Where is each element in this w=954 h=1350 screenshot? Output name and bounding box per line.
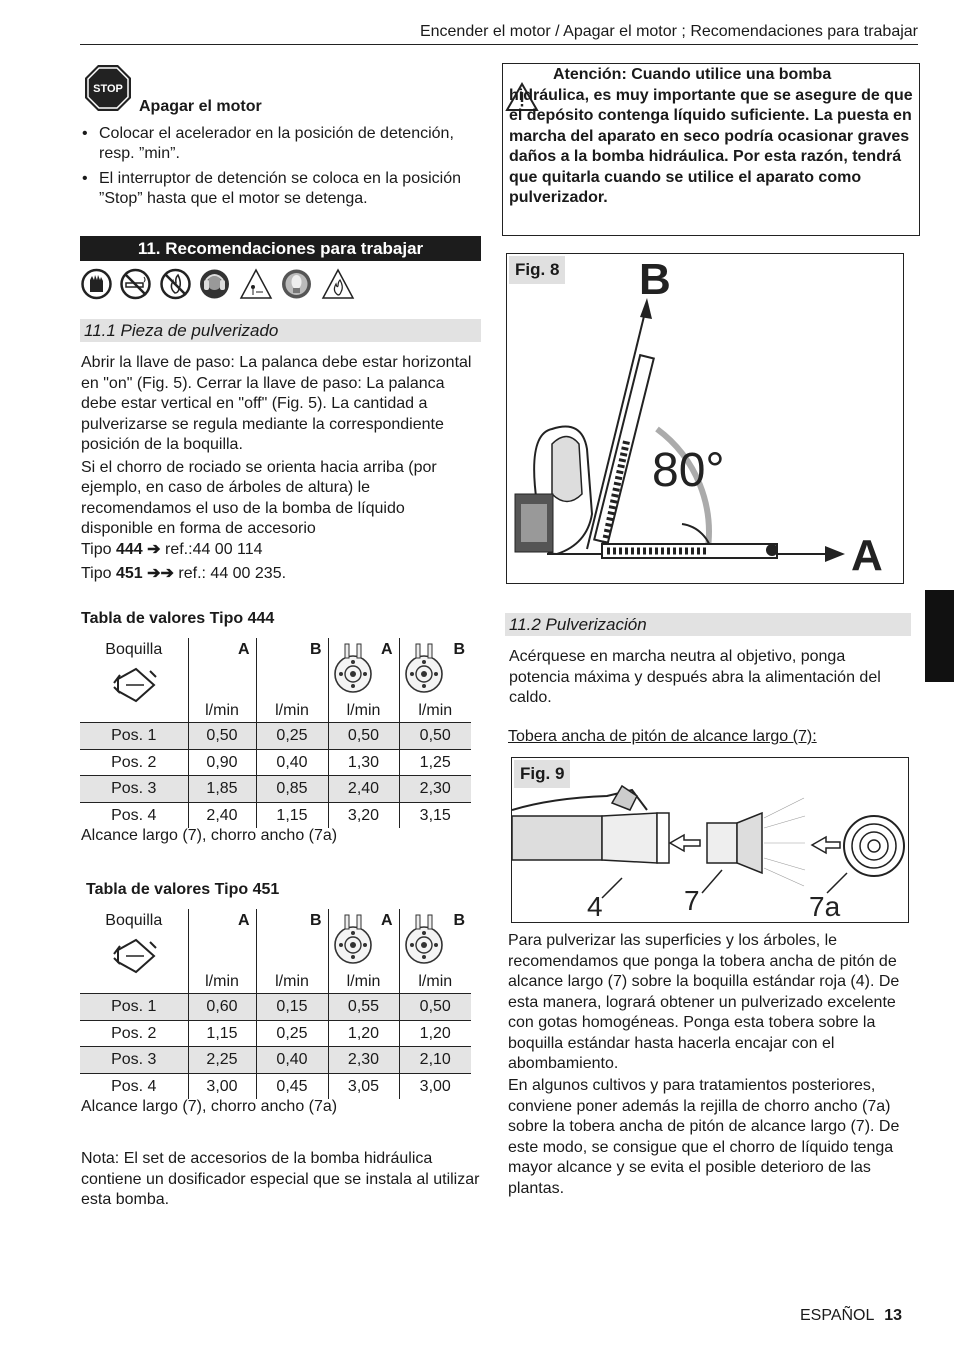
- s111-paragraph-1: Abrir la llave de paso: La palanca debe estar horizontal en "on" (Fig. 5). Cerrar la llave de paso: La palanca debe estar vertical en "off" (Fig. 5). La cantidad a pulverizarse se regula mediante la correspondiente posición de la boquilla.: [81, 354, 472, 453]
- table-cell: Pos. 1: [80, 994, 188, 1021]
- no-open-flame-icon: [160, 268, 191, 305]
- table-cell: 3,00: [399, 1073, 471, 1099]
- table-451-title: Tabla de valores Tipo 451: [86, 881, 280, 898]
- table-451-header-col-1: [188, 909, 256, 994]
- stop-title: Apagar el motor: [139, 98, 262, 115]
- unit-label: l/min: [418, 702, 453, 719]
- table-444-header-col-2: [256, 638, 328, 723]
- unit-label: l/min: [418, 973, 453, 990]
- stop-bullet-1: • Colocar el acelerador en la posición de detención, resp. ”min”.: [80, 124, 480, 164]
- ear-protection-icon: [199, 268, 230, 305]
- table-cell: 1,15: [188, 1020, 256, 1047]
- figure-9-label-7: 7: [684, 885, 700, 916]
- table-cell: 0,85: [256, 776, 328, 803]
- col-letter: A: [380, 912, 393, 929]
- stop-bullet-list: [80, 124, 480, 214]
- table-row: [80, 1047, 471, 1074]
- table-cell: 2,10: [399, 1047, 471, 1074]
- table-cell: Pos. 3: [80, 776, 188, 803]
- table-cell: Pos. 1: [80, 723, 188, 750]
- table-cell: 3,15: [399, 802, 471, 828]
- table-cell: 0,25: [256, 723, 328, 750]
- table-row: [80, 723, 471, 750]
- unit-label: l/min: [346, 973, 381, 990]
- table-444-header-col-4: [399, 638, 471, 723]
- table-451-header-label: Boquilla: [105, 912, 163, 929]
- header-title: Encender el motor / Apagar el motor ; Recomendaciones para trabajar: [419, 23, 918, 40]
- table-cell: 0,40: [256, 1047, 328, 1074]
- pump-icon: [331, 911, 377, 978]
- figure-9-drawing: [512, 758, 907, 921]
- table-444-header-col-3: [328, 638, 399, 723]
- figure-9-label-7a: 7a: [809, 891, 841, 921]
- table-cell: 0,60: [188, 994, 256, 1021]
- figure-9: [511, 757, 909, 923]
- s112-paragraph-1: Acérquese en marcha neutra al objetivo, ponga potencia máxima y después abra la alimentación del caldo.: [509, 648, 881, 706]
- figure-8-letter-b: B: [639, 255, 671, 304]
- unit-label: l/min: [346, 702, 381, 719]
- table-444-header-label: Boquilla: [105, 641, 163, 658]
- table-cell: Pos. 3: [80, 1047, 188, 1074]
- tipo-444-ref: ref.:44 00 114: [165, 540, 263, 558]
- table-cell: 0,55: [328, 994, 399, 1021]
- face-mask-icon: [281, 268, 312, 305]
- col-letter: B: [453, 912, 465, 929]
- pump-icon: [402, 911, 448, 978]
- tipo-451-ref: ref.: 44 00 235.: [178, 565, 287, 582]
- col-letter: B: [309, 641, 322, 658]
- col-letter: B: [453, 641, 465, 658]
- stop-sign-text: STOP: [93, 83, 123, 95]
- table-cell: 2,25: [188, 1047, 256, 1074]
- table-cell: 2,40: [328, 776, 399, 803]
- table-cell: 3,20: [328, 802, 399, 828]
- subsection-11-2-title: 11.2 Pulverización: [505, 613, 911, 636]
- table-444-title: Tabla de valores Tipo 444: [81, 610, 275, 627]
- table-cell: Pos. 2: [80, 749, 188, 776]
- angle-label: 80°: [652, 444, 725, 497]
- s112-paragraph-2: Para pulverizar las superficies y los árboles, le recomendamos que ponga la tobera ancha de pitón de alcance largo (7) sobre la boquilla estándar roja (4). De esta manera, logrará obtener un pulverizado excelente con gotas homogéneas. Ponga esta tobera sobre la boquilla estándar hasta hacerla encajar con el abombamiento.: [508, 932, 900, 1072]
- subsection-11-1-body: [81, 353, 481, 585]
- table-row: [80, 1020, 471, 1047]
- s112-paragraph-3: En algunos cultivos y para tratamientos posteriores, conviene poner además la rejilla de chorro ancho (7a) sobre la tobera ancha de pitón de alcance largo (7). De este modo, se consigue que el chorro de líquido tenga mayor alcance y se evita el posible deterioro de las plantas.: [508, 1077, 900, 1197]
- table-451-header-col-3: [328, 909, 399, 994]
- nota-paragraph: Nota: El set de accesorios de la bomba hidráulica contiene un dosificador especial que se instala al utilizar esta bomba.: [81, 1150, 480, 1208]
- safety-icon-row: [81, 268, 359, 302]
- nozzle-icon: [109, 665, 159, 710]
- page-number: 13: [884, 1307, 903, 1324]
- fire-warning-icon: [321, 268, 355, 305]
- col-letter: B: [309, 912, 322, 929]
- col-letter: A: [237, 641, 250, 658]
- pump-icon: [331, 640, 377, 707]
- table-row: [80, 749, 471, 776]
- figure-8: [506, 253, 904, 584]
- table-451-note: Alcance largo (7), chorro ancho (7a): [81, 1098, 338, 1115]
- warning-triangle-icon: [239, 268, 273, 305]
- section-11-title: 11. Recomendaciones para trabajar: [80, 236, 481, 261]
- table-cell: 1,25: [399, 749, 471, 776]
- tipo-label: Tipo: [81, 565, 112, 582]
- table-cell: 1,20: [399, 1020, 471, 1047]
- table-cell: 3,05: [328, 1073, 399, 1099]
- tipo-444-line: [81, 540, 481, 561]
- figure-8-label: Fig. 8: [509, 256, 565, 284]
- page-header: [80, 22, 918, 45]
- col-letter: A: [380, 641, 393, 658]
- unit-label: l/min: [205, 702, 239, 719]
- table-451-header-nozzle: [80, 909, 188, 994]
- table-451-header-col-2: [256, 909, 328, 994]
- table-row: [80, 802, 471, 828]
- table-cell: 0,25: [256, 1020, 328, 1047]
- table-444-header-nozzle: [80, 638, 188, 723]
- double-arrow-right-icon: ➔➔: [147, 565, 174, 582]
- col-letter: A: [237, 912, 250, 929]
- table-cell: 0,50: [328, 723, 399, 750]
- tipo-444-number: 444: [115, 540, 143, 558]
- footer-language: ESPAÑOL: [800, 1307, 874, 1324]
- figure-9-label-4: 4: [587, 891, 603, 921]
- no-smoking-icon: [120, 268, 151, 305]
- table-row: [80, 1073, 471, 1099]
- table-444-note: Alcance largo (7), chorro ancho (7a): [81, 827, 338, 844]
- subsection-11-1-title: 11.1 Pieza de pulverizado: [80, 319, 481, 342]
- tipo-451-line: [81, 564, 481, 585]
- table-cell: 0,50: [399, 723, 471, 750]
- table-cell: 3,00: [188, 1073, 256, 1099]
- table-cell: 2,30: [399, 776, 471, 803]
- table-cell: Pos. 4: [111, 1077, 157, 1095]
- gloves-icon: [81, 268, 112, 305]
- s111-paragraph-2: Si el chorro de rociado se orienta hacia arriba (por ejemplo, en caso de árboles de altura) le recomendamos el uso de la bomba de líquido disponible en forma de accesorio: [81, 458, 437, 537]
- table-cell: 0,90: [188, 749, 256, 776]
- stop-sign-icon: [84, 64, 132, 117]
- s112-underlined-heading: Tobera ancha de pitón de alcance largo (7):: [508, 728, 817, 745]
- warning-text: Atención: Cuando utilice una bomba hidráulica, es muy importante que se asegure de que el depósito contenga líquido suficiente. La puesta en marcha del aparato en seco podría ocasionar graves daños a la bomba hidráulica. Por esta razón, tendrá que quitarla cuando se utilice el aparato como pulverizador.: [509, 66, 913, 206]
- table-cell: 1,20: [328, 1020, 399, 1047]
- table-451: [80, 909, 471, 1099]
- table-cell: 2,30: [328, 1047, 399, 1074]
- page-footer: [800, 1306, 902, 1326]
- table-cell: 0,50: [399, 994, 471, 1021]
- table-cell: 1,30: [328, 749, 399, 776]
- tipo-label: Tipo: [81, 540, 112, 558]
- stop-bullet-2: • El interruptor de detención se coloca en la posición ”Stop” hasta que el motor se detenga.: [80, 169, 480, 209]
- table-cell: 1,85: [188, 776, 256, 803]
- table-451-header-col-4: [399, 909, 471, 994]
- table-cell: 0,15: [256, 994, 328, 1021]
- figure-8-drawing: [507, 254, 902, 582]
- language-tab-marker: [925, 590, 954, 682]
- table-cell: Pos. 4: [111, 806, 157, 824]
- table-cell: 1,15: [256, 802, 328, 828]
- warning-box: [502, 63, 920, 236]
- figure-8-letter-a: A: [851, 531, 883, 580]
- pump-icon: [402, 640, 448, 707]
- unit-label: l/min: [275, 973, 309, 990]
- table-cell: Pos. 2: [80, 1020, 188, 1047]
- table-cell: 2,40: [188, 802, 256, 828]
- arrow-right-icon: ➔: [147, 540, 161, 558]
- nozzle-icon: [109, 936, 159, 981]
- unit-label: l/min: [275, 702, 309, 719]
- table-row: [80, 994, 471, 1021]
- table-cell: 0,45: [256, 1073, 328, 1099]
- figure-9-label: Fig. 9: [514, 760, 570, 788]
- table-444-header-col-1: [188, 638, 256, 723]
- table-cell: 0,40: [256, 749, 328, 776]
- unit-label: l/min: [205, 973, 239, 990]
- table-cell: 0,50: [188, 723, 256, 750]
- table-444: [80, 638, 471, 828]
- tipo-451-number: 451: [115, 565, 143, 582]
- table-row: [80, 776, 471, 803]
